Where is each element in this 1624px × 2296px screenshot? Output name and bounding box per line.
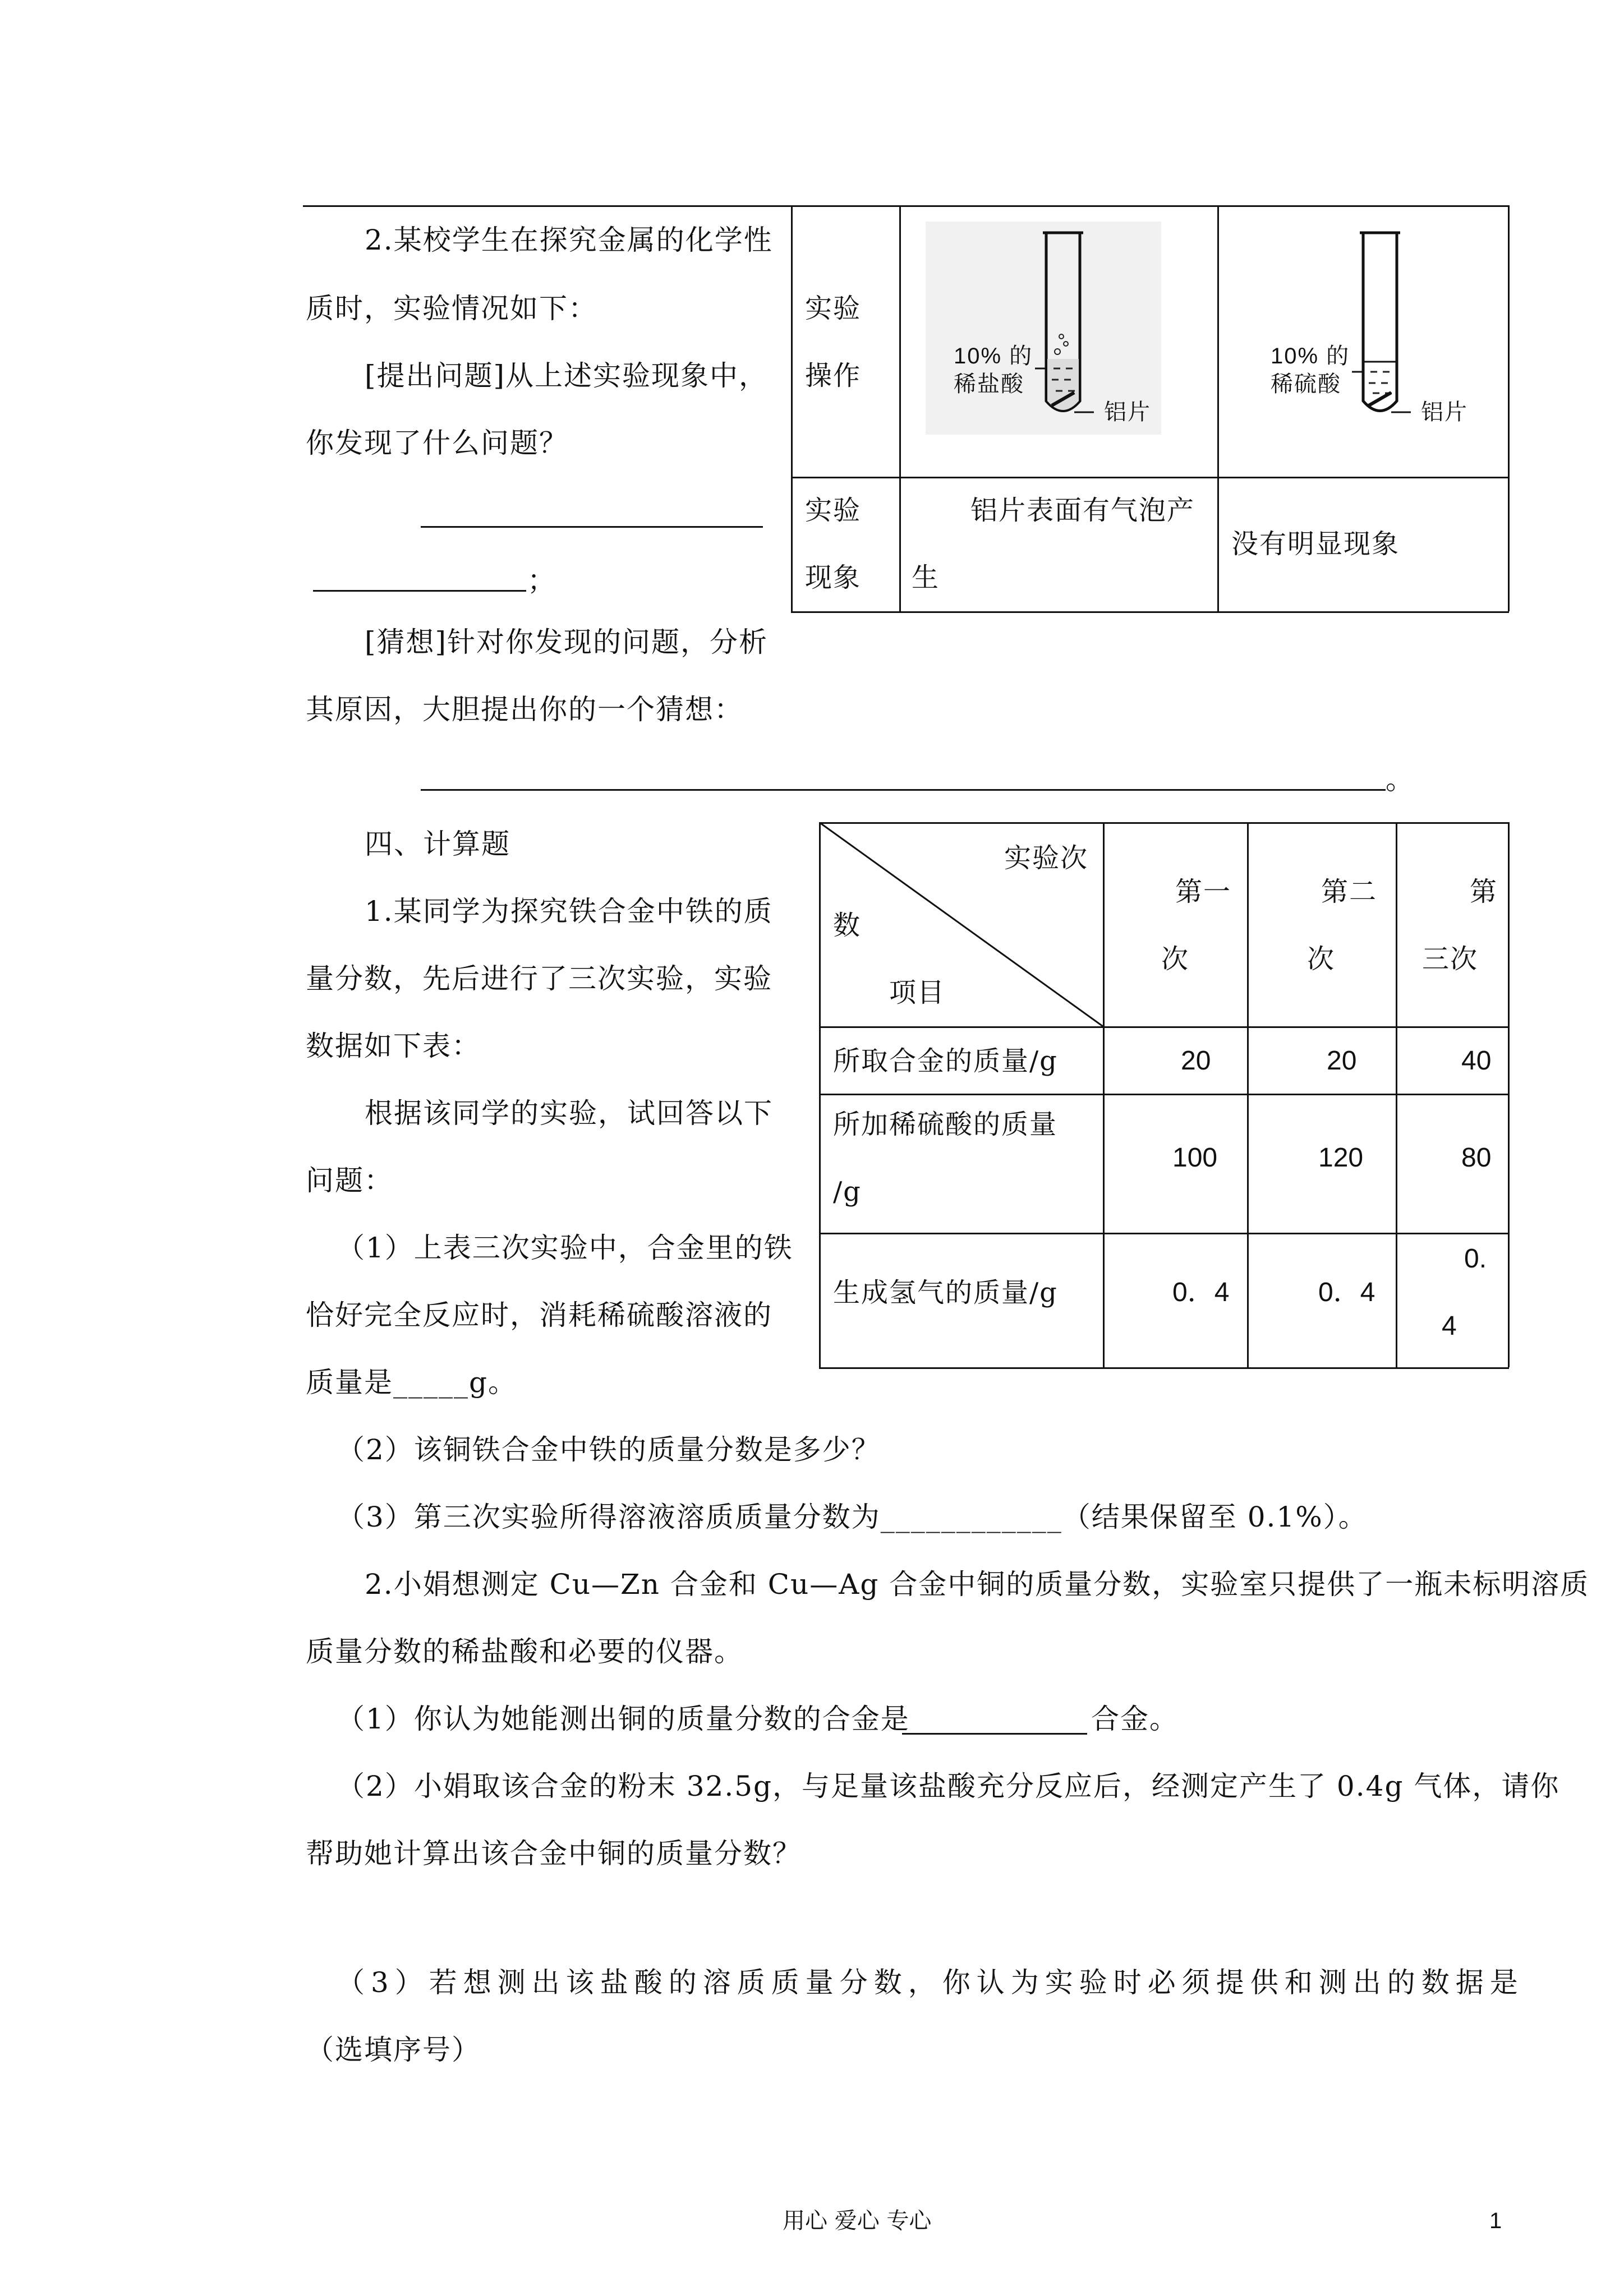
row3-col3-a: 0. [1464, 1244, 1487, 1274]
page-number: 1 [1489, 2209, 1502, 2233]
footer-motto: 用心 爱心 专心 [783, 2208, 932, 2234]
phenomenon1-line1: 铝片表面有气泡产 [970, 495, 1195, 526]
q2b-line2: 质量分数的稀盐酸和必要的仪器。 [306, 1635, 743, 1668]
col3-header-a: 第 [1470, 876, 1498, 907]
sub3: （3）第三次实验所得溶液溶质质量分数为____________（结果保留至 0.1%）。 [337, 1501, 1368, 1533]
row2-label-b: /g [833, 1176, 862, 1207]
section4-title: 四、计算题 [365, 828, 510, 860]
sub1-line3: 质量是_____g。 [306, 1366, 518, 1399]
q2b-sub3-line2: （选填序号） [306, 2034, 481, 2066]
header-top: 实验次 [1004, 842, 1089, 874]
q1-line2: 量分数，先后进行了三次实验，实验 [306, 962, 772, 995]
op-label-1: 实验 [805, 293, 862, 324]
sub2: （2）该铜铁合金中铁的质量分数是多少？ [337, 1433, 881, 1466]
row1-col3: 40 [1461, 1046, 1492, 1076]
row2-col1: 100 [1172, 1143, 1218, 1173]
q1-line3: 数据如下表： [306, 1030, 481, 1062]
q1-line5: 问题： [306, 1164, 393, 1197]
answer-blank-1[interactable] [421, 526, 763, 528]
phenomenon2: 没有明显现象 [1231, 528, 1400, 560]
tube1-metal: 铝片 [1104, 399, 1151, 425]
q2-line1: 2.某校学生在探究金属的化学性 [365, 224, 773, 256]
q1-line1: 1.某同学为探究铁合金中铁的质 [365, 895, 773, 928]
q2-line2: 质时，实验情况如下： [306, 292, 597, 325]
tube1-acid-name: 稀盐酸 [954, 371, 1024, 397]
q1-line4: 根据该同学的实验，试回答以下 [365, 1097, 773, 1129]
sub1-line1: （1）上表三次实验中，合金里的铁 [337, 1232, 793, 1264]
row3-col1: 0．4 [1172, 1278, 1230, 1307]
sub1-line2: 恰好完全反应时，消耗稀硫酸溶液的 [306, 1299, 772, 1331]
row1-col1: 20 [1181, 1046, 1211, 1076]
tube2-metal: 铝片 [1421, 399, 1468, 425]
phenomenon1-line2: 生 [912, 562, 940, 593]
q2b-sub1-pre: （1）你认为她能测出铜的质量分数的合金是 [337, 1703, 910, 1735]
q2b-sub1-post: 合金。 [1091, 1703, 1179, 1735]
row3-label: 生成氢气的质量/g [833, 1277, 1058, 1308]
q2-line4: 你发现了什么问题？ [306, 427, 568, 459]
q2b-line1: 2.小娟想测定 Cu—Zn 合金和 Cu—Ag 合金中铜的质量分数，实验室只提供了一瓶未标明溶质 [365, 1568, 1590, 1601]
blank2-suffix: ； [527, 564, 556, 597]
row3-col3-b: 4 [1442, 1311, 1457, 1341]
tube2-acid-name: 稀硫酸 [1271, 371, 1341, 397]
q2b-sub2-line2: 帮助她计算出该合金中铜的质量分数？ [306, 1837, 802, 1870]
col2-header-b: 次 [1307, 943, 1336, 975]
guess-answer-blank[interactable] [421, 789, 1386, 791]
guess-line1: [猜想]针对你发现的问题，分析 [365, 626, 769, 658]
tube2-acid-pct: 10% 的 [1271, 344, 1350, 368]
col3-header-b: 三次 [1422, 943, 1479, 975]
guess-end: 。 [1386, 763, 1415, 796]
col1-header-b: 次 [1161, 943, 1190, 975]
row2-col3: 80 [1461, 1143, 1492, 1173]
q2-line3: [提出问题]从上述实验现象中， [365, 359, 769, 392]
row1-label: 所取合金的质量/g [833, 1045, 1058, 1077]
ph-label-2: 现象 [805, 562, 862, 593]
header-mid: 数 [833, 910, 862, 941]
row2-label-a: 所加稀硫酸的质量 [833, 1109, 1058, 1140]
ph-label-1: 实验 [805, 495, 862, 526]
guess-line2: 其原因，大胆提出你的一个猜想： [306, 693, 743, 726]
q2b-sub3-line1: （3）若想测出该盐酸的溶质质量分数，你认为实验时必须提供和测出的数据是 [337, 1966, 1524, 1999]
row1-col2: 20 [1327, 1046, 1357, 1076]
q2b-sub2-line1: （2）小娟取该合金的粉末 32.5g，与足量该盐酸充分反应后，经测定产生了 0.4g 气体，请你 [337, 1770, 1560, 1802]
tube1-acid-pct: 10% 的 [954, 344, 1033, 368]
q2b-sub1-blank[interactable] [902, 1733, 1087, 1735]
row3-col2: 0．4 [1318, 1278, 1375, 1307]
col1-header-a: 第一 [1175, 876, 1232, 907]
col2-header-a: 第二 [1321, 876, 1378, 907]
op-label-2: 操作 [805, 360, 862, 391]
answer-blank-2[interactable] [313, 590, 526, 592]
row2-col2: 120 [1318, 1143, 1364, 1173]
header-item: 项目 [889, 977, 946, 1008]
